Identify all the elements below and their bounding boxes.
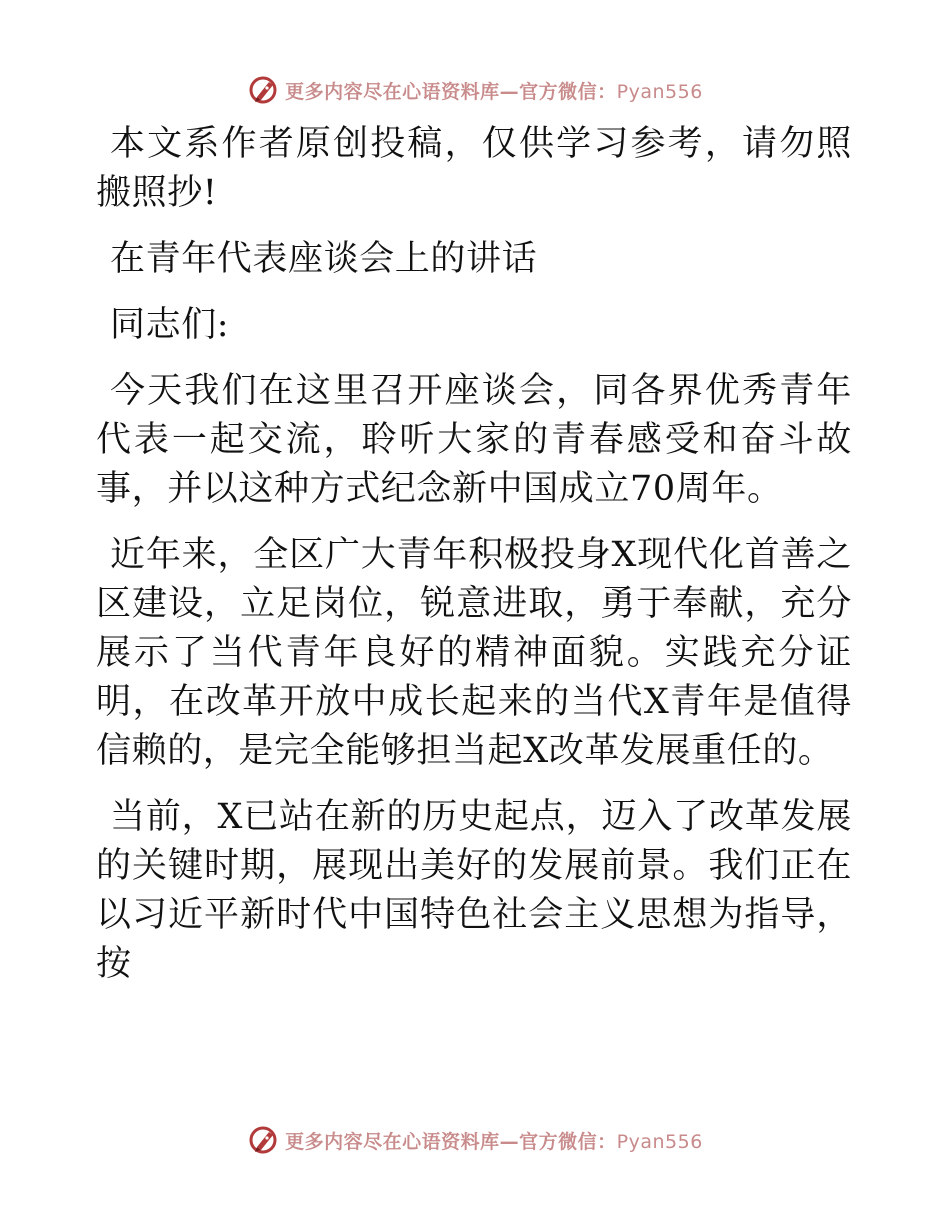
notice-paragraph: 本文系作者原创投稿，仅供学习参考，请勿照搬照抄!: [96, 124, 852, 213]
footer-banner: [0, 1120, 950, 1160]
speech-title: 在青年代表座谈会上的讲话: [110, 239, 538, 279]
footer-banner-label: 更多内容尽在心语资料库—官方微信：: [285, 1130, 617, 1153]
body-paragraph: 近年来，全区广大青年积极投身X现代化首善之区建设，立足岗位，锐意进取，勇于奉献，充分展示了当代青年良好的精神面貌。实践充分证明，在改革开放中成长起来的当代X青年是值得信赖的，是完全能够担当起X改革发展重任的。: [96, 535, 852, 771]
footer-banner-text: [285, 1127, 703, 1154]
body-paragraph: 今天我们在这里召开座谈会，同各界优秀青年代表一起交流，聆听大家的青春感受和奋斗故事，并以这种方式纪念新中国成立70周年。: [96, 371, 852, 509]
header-banner-text: [285, 77, 703, 104]
document-body: [96, 120, 852, 989]
body-paragraph: 当前，X已站在新的历史起点，迈入了改革发展的关键时期，展现出美好的发展前景。我们正在以习近平新时代中国特色社会主义思想为指导，按: [96, 797, 852, 984]
footer-banner-wechat: Pyan556: [616, 1130, 703, 1153]
header-banner-label: 更多内容尽在心语资料库—官方微信：: [285, 80, 617, 103]
pen-nib-circle-icon: [247, 1123, 281, 1157]
header-banner: [0, 70, 950, 110]
header-banner-wechat: Pyan556: [616, 80, 703, 103]
pen-nib-circle-icon: [247, 73, 281, 107]
salutation: 同志们:: [110, 305, 230, 345]
